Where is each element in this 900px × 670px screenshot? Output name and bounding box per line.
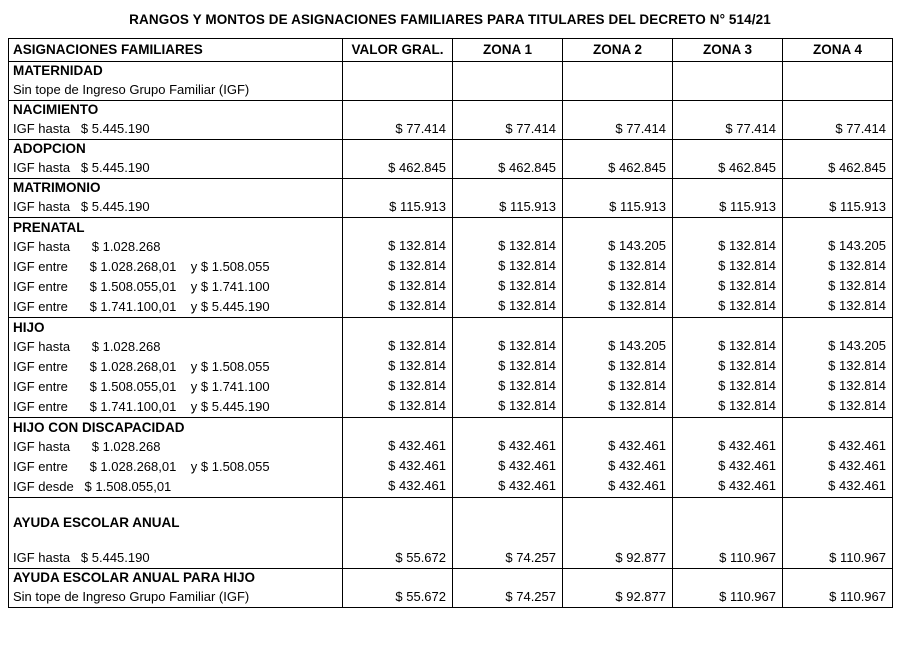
cell-value: $ 132.814 — [608, 358, 666, 374]
table-header-row — [9, 38, 893, 61]
row-label: Sin tope de Ingreso Grupo Familiar (IGF) — [13, 81, 250, 97]
cell-value: $ 132.814 — [498, 378, 556, 394]
group-title: HIJO CON DISCAPACIDAD — [13, 419, 185, 435]
cell-value: $ 115.913 — [609, 198, 666, 214]
cell-value: $ 132.814 — [828, 298, 886, 314]
cell-value: $ 132.814 — [388, 358, 446, 374]
cell-value: $ 74.257 — [505, 549, 556, 565]
group-title: PRENATAL — [13, 219, 85, 235]
cell-value: $ 432.461 — [498, 458, 556, 474]
cell-value: $ 132.814 — [498, 398, 556, 414]
cell-value: $ 462.845 — [608, 159, 666, 175]
cell-value: $ 132.814 — [498, 258, 556, 274]
row-label: IGF entre $ 1.508.055,01 y $ 1.741.100 — [13, 378, 270, 394]
row-label: IGF hasta $ 5.445.190 — [13, 159, 150, 175]
cell-value: $ 77.414 — [395, 120, 446, 136]
cell-value: $ 432.461 — [828, 478, 886, 494]
cell-value: $ 132.814 — [718, 298, 776, 314]
cell-value: $ 110.967 — [719, 588, 776, 604]
cell-value: $ 432.461 — [498, 438, 556, 454]
cell-value: $ 55.672 — [395, 549, 446, 565]
cell-value: $ 432.461 — [498, 478, 556, 494]
group-title: HIJO — [13, 319, 45, 335]
cell-value: $ 143.205 — [608, 338, 666, 354]
cell-value: $ 132.814 — [388, 258, 446, 274]
row-label: IGF hasta $ 1.028.268 — [13, 338, 161, 354]
cell-value: $ 132.814 — [388, 238, 446, 254]
cell-value: $ 132.814 — [828, 358, 886, 374]
cell-value: $ 77.414 — [725, 120, 776, 136]
cell-value: $ 132.814 — [718, 398, 776, 414]
cell-value: $ 132.814 — [718, 338, 776, 354]
table-row — [9, 317, 893, 417]
cell-value: $ 132.814 — [608, 398, 666, 414]
cell-value: $ 132.814 — [498, 278, 556, 294]
cell-value: $ 132.814 — [718, 358, 776, 374]
page-title: RANGOS Y MONTOS DE ASIGNACIONES FAMILIARES PARA TITULARES DEL DECRETO N° 514/21 — [129, 12, 771, 27]
row-label: IGF hasta $ 1.028.268 — [13, 438, 161, 454]
row-label: IGF entre $ 1.741.100,01 y $ 5.445.190 — [13, 398, 270, 414]
row-label: IGF hasta $ 5.445.190 — [13, 198, 150, 214]
group-title: MATERNIDAD — [13, 62, 103, 78]
cell-value: $ 132.814 — [498, 338, 556, 354]
cell-value: $ 432.461 — [828, 438, 886, 454]
cell-value: $ 143.205 — [828, 338, 886, 354]
table-row — [9, 100, 893, 139]
group-title: AYUDA ESCOLAR ANUAL — [13, 514, 180, 530]
table-row — [9, 139, 893, 178]
cell-value: $ 462.845 — [718, 159, 776, 175]
column-header-zona-4: ZONA 4 — [783, 38, 893, 61]
cell-value: $ 115.913 — [719, 198, 776, 214]
group-title: MATRIMONIO — [13, 179, 101, 195]
cell-value: $ 432.461 — [718, 458, 776, 474]
column-header-zona-1: ZONA 1 — [453, 38, 563, 61]
cell-value: $ 432.461 — [608, 438, 666, 454]
table-row — [9, 568, 893, 607]
cell-value: $ 432.461 — [828, 458, 886, 474]
cell-value: $ 77.414 — [615, 120, 666, 136]
cell-value: $ 115.913 — [389, 198, 446, 214]
cell-value: $ 115.913 — [829, 198, 886, 214]
cell-value: $ 92.877 — [615, 588, 666, 604]
cell-value: $ 462.845 — [388, 159, 446, 175]
cell-value: $ 432.461 — [388, 478, 446, 494]
cell-value: $ 132.814 — [718, 278, 776, 294]
row-label: Sin tope de Ingreso Grupo Familiar (IGF) — [13, 588, 250, 604]
cell-value: $ 77.414 — [835, 120, 886, 136]
row-label: IGF hasta $ 1.028.268 — [13, 238, 161, 254]
cell-value: $ 55.672 — [395, 588, 446, 604]
column-header-valor-gral: VALOR GRAL. — [343, 38, 453, 61]
cell-value: $ 132.814 — [498, 298, 556, 314]
cell-value: $ 132.814 — [388, 398, 446, 414]
row-label: IGF entre $ 1.508.055,01 y $ 1.741.100 — [13, 278, 270, 294]
table-row — [9, 217, 893, 317]
row-label: IGF entre $ 1.741.100,01 y $ 5.445.190 — [13, 298, 270, 314]
cell-value: $ 432.461 — [388, 458, 446, 474]
cell-value: $ 143.205 — [828, 238, 886, 254]
column-header-asignaciones: ASIGNACIONES FAMILIARES — [9, 38, 343, 61]
cell-value: $ 115.913 — [499, 198, 556, 214]
cell-value: $ 132.814 — [828, 278, 886, 294]
cell-value: $ 132.814 — [718, 238, 776, 254]
cell-value: $ 132.814 — [718, 378, 776, 394]
cell-value: $ 132.814 — [828, 258, 886, 274]
cell-value: $ 132.814 — [608, 298, 666, 314]
cell-value: $ 132.814 — [388, 298, 446, 314]
row-label: IGF hasta $ 5.445.190 — [13, 120, 150, 136]
cell-value: $ 132.814 — [718, 258, 776, 274]
cell-value: $ 110.967 — [829, 588, 886, 604]
cell-value: $ 432.461 — [718, 438, 776, 454]
cell-value: $ 132.814 — [388, 278, 446, 294]
column-header-zona-2: ZONA 2 — [563, 38, 673, 61]
cell-value: $ 132.814 — [498, 238, 556, 254]
cell-value: $ 132.814 — [498, 358, 556, 374]
cell-value: $ 132.814 — [388, 378, 446, 394]
table-row — [9, 497, 893, 568]
cell-value: $ 92.877 — [615, 549, 666, 565]
group-title: NACIMIENTO — [13, 101, 99, 117]
cell-value: $ 432.461 — [718, 478, 776, 494]
cell-value: $ 110.967 — [829, 549, 886, 565]
cell-value: $ 74.257 — [505, 588, 556, 604]
cell-value: $ 143.205 — [608, 238, 666, 254]
cell-value: $ 132.814 — [828, 398, 886, 414]
cell-value: $ 132.814 — [608, 278, 666, 294]
cell-value: $ 132.814 — [608, 258, 666, 274]
cell-value: $ 462.845 — [828, 159, 886, 175]
row-label: IGF entre $ 1.028.268,01 y $ 1.508.055 — [13, 358, 270, 374]
cell-value: $ 132.814 — [608, 378, 666, 394]
row-label: IGF entre $ 1.028.268,01 y $ 1.508.055 — [13, 258, 270, 274]
table-row — [9, 61, 893, 100]
cell-value: $ 110.967 — [719, 549, 776, 565]
table-row — [9, 417, 893, 497]
cell-value: $ 432.461 — [388, 438, 446, 454]
cell-value: $ 462.845 — [498, 159, 556, 175]
cell-value: $ 132.814 — [388, 338, 446, 354]
group-title: ADOPCION — [13, 140, 86, 156]
cell-value: $ 132.814 — [828, 378, 886, 394]
asignaciones-familiares-table — [8, 38, 893, 608]
cell-value: $ 432.461 — [608, 478, 666, 494]
row-label: IGF desde $ 1.508.055,01 — [13, 478, 172, 494]
column-header-zona-3: ZONA 3 — [673, 38, 783, 61]
row-label: IGF hasta $ 5.445.190 — [13, 549, 150, 565]
cell-value: $ 77.414 — [505, 120, 556, 136]
cell-value: $ 432.461 — [608, 458, 666, 474]
table-row — [9, 178, 893, 217]
row-label: IGF entre $ 1.028.268,01 y $ 1.508.055 — [13, 458, 270, 474]
group-title: AYUDA ESCOLAR ANUAL PARA HIJO — [13, 569, 256, 585]
